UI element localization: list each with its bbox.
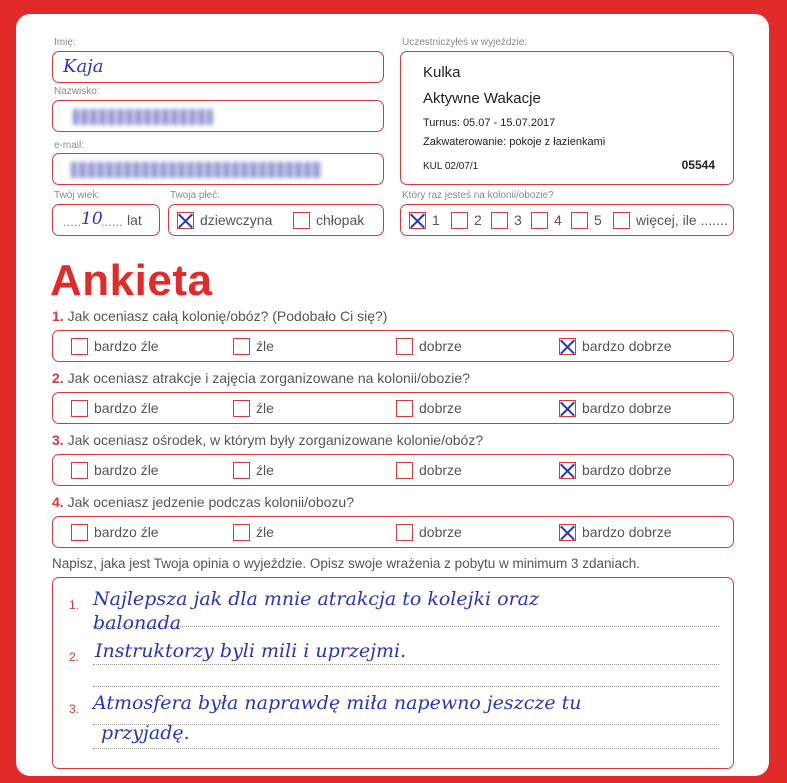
imie-value: Kaja xyxy=(63,56,104,77)
checkbox[interactable] xyxy=(396,400,413,417)
wiek-label: Twój wiek: xyxy=(54,190,101,201)
checkbox[interactable] xyxy=(233,524,250,541)
checkbox[interactable] xyxy=(233,400,250,417)
ktory-raz-4[interactable]: 4 xyxy=(531,212,562,230)
ktory-raz-5[interactable]: 5 xyxy=(571,212,602,230)
option-dobrze[interactable]: dobrze xyxy=(396,462,462,480)
ktory-raz-wiecej[interactable]: więcej, ile ....... xyxy=(613,212,728,230)
email-field[interactable] xyxy=(52,153,384,185)
ktory-raz-field xyxy=(400,204,734,236)
answer-row-1 xyxy=(52,330,734,362)
answer-1-line1: Najlepsza jak dla mnie atrakcja to kolejki oraz xyxy=(93,588,539,610)
checkbox-checked[interactable] xyxy=(409,212,426,229)
checkbox[interactable] xyxy=(233,462,250,479)
nazwisko-label: Nazwisko: xyxy=(54,86,100,97)
answer-3-line2: przyjadę. xyxy=(101,722,190,744)
wiek-unit: lat xyxy=(127,212,142,228)
answer-row-2 xyxy=(52,392,734,424)
question-4: 4. Jak oceniasz jedzenie podczas kolonii/obozu? xyxy=(52,494,354,510)
opinion-field[interactable] xyxy=(52,577,734,769)
checkbox[interactable] xyxy=(531,212,548,229)
checkbox[interactable] xyxy=(71,338,88,355)
plec-option-chlopak[interactable]: chłopak xyxy=(293,212,364,230)
checkbox-checked[interactable] xyxy=(559,400,576,417)
imie-field[interactable] xyxy=(52,51,384,83)
checkbox[interactable] xyxy=(233,338,250,355)
checkbox[interactable] xyxy=(491,212,508,229)
wiek-value: 10 xyxy=(81,209,103,229)
option-bardzo-dobrze[interactable]: bardzo dobrze xyxy=(559,400,672,418)
checkbox[interactable] xyxy=(451,212,468,229)
email-label: e-mail: xyxy=(54,140,85,151)
option-dobrze[interactable]: dobrze xyxy=(396,524,462,542)
answer-number-3: 3. xyxy=(69,702,80,716)
page-title: Ankieta xyxy=(50,256,213,305)
checkbox-checked[interactable] xyxy=(559,338,576,355)
checkbox[interactable] xyxy=(396,338,413,355)
checkbox[interactable] xyxy=(71,524,88,541)
answer-row-3 xyxy=(52,454,734,486)
option-zle[interactable]: źle xyxy=(233,462,274,480)
answer-3-line1: Atmosfera była naprawdę miła napewno jeszcze tu xyxy=(93,692,582,714)
ktory-raz-label: Który raz jesteś na kolonii/obozie? xyxy=(402,190,554,201)
checkbox[interactable] xyxy=(396,462,413,479)
turnus-stamp xyxy=(400,51,734,185)
option-bardzo-dobrze[interactable]: bardzo dobrze xyxy=(559,462,672,480)
answer-row-4 xyxy=(52,516,734,548)
opinion-prompt: Napisz, jaka jest Twoja opinia o wyjeździe. Opisz swoje wrażenia z pobytu w minimum 3 zdaniach. xyxy=(52,556,641,571)
stamp-number: 05544 xyxy=(681,158,715,172)
checkbox[interactable] xyxy=(71,462,88,479)
option-bardzo-zle[interactable]: bardzo źle xyxy=(71,400,159,418)
option-bardzo-dobrze[interactable]: bardzo dobrze xyxy=(559,524,672,542)
option-dobrze[interactable]: dobrze xyxy=(396,400,462,418)
ktory-raz-1[interactable]: 1 xyxy=(409,212,440,230)
checkbox-checked[interactable] xyxy=(177,212,194,229)
stamp-turnus: Turnus: 05.07 - 15.07.2017 xyxy=(423,117,556,129)
checkbox[interactable] xyxy=(571,212,588,229)
imie-label: Imię: xyxy=(54,37,76,48)
checkbox[interactable] xyxy=(613,212,630,229)
checkbox[interactable] xyxy=(71,400,88,417)
plec-option-dziewczyna[interactable]: dziewczyna xyxy=(177,212,272,230)
question-1: 1. Jak oceniasz całą kolonię/obóz? (Podobało Ci się?) xyxy=(52,308,388,324)
option-zle[interactable]: źle xyxy=(233,400,274,418)
wiek-field[interactable]: ..... 10 ...... lat xyxy=(52,204,160,236)
checkbox-checked[interactable] xyxy=(559,462,576,479)
option-bardzo-zle[interactable]: bardzo źle xyxy=(71,338,159,356)
stamp-zakwaterowanie: Zakwaterowanie: pokoje z łazienkami xyxy=(423,136,606,148)
option-bardzo-zle[interactable]: bardzo źle xyxy=(71,524,159,542)
nazwisko-field[interactable] xyxy=(52,100,384,132)
uczestniczyles-label: Uczestniczyłeś w wyjeździe: xyxy=(402,37,528,48)
answer-2: Instruktorzy byli mili i uprzejmi. xyxy=(95,640,407,662)
option-dobrze[interactable]: dobrze xyxy=(396,338,462,356)
stamp-line2: Aktywne Wakacje xyxy=(423,90,541,107)
checkbox[interactable] xyxy=(293,212,310,229)
question-3: 3. Jak oceniasz ośrodek, w którym były zorganizowane kolonie/obóz? xyxy=(52,432,484,448)
redacted-email xyxy=(71,162,321,178)
ktory-raz-3[interactable]: 3 xyxy=(491,212,522,230)
question-2: 2. Jak oceniasz atrakcje i zajęcia zorganizowane na kolonii/obozie? xyxy=(52,370,470,386)
stamp-code: KUL 02/07/1 xyxy=(423,161,479,172)
option-bardzo-dobrze[interactable]: bardzo dobrze xyxy=(559,338,672,356)
answer-number-2: 2. xyxy=(69,650,80,664)
ktory-raz-2[interactable]: 2 xyxy=(451,212,482,230)
stamp-line1: Kulka xyxy=(423,64,461,81)
option-bardzo-zle[interactable]: bardzo źle xyxy=(71,462,159,480)
plec-field xyxy=(168,204,384,236)
survey-sheet xyxy=(16,14,769,776)
option-zle[interactable]: źle xyxy=(233,338,274,356)
redacted-surname xyxy=(73,109,213,125)
checkbox-checked[interactable] xyxy=(559,524,576,541)
answer-1-line2: balonada xyxy=(93,612,182,634)
option-zle[interactable]: źle xyxy=(233,524,274,542)
answer-number-1: 1. xyxy=(69,598,80,612)
checkbox[interactable] xyxy=(396,524,413,541)
plec-label: Twoja płeć: xyxy=(170,190,221,201)
